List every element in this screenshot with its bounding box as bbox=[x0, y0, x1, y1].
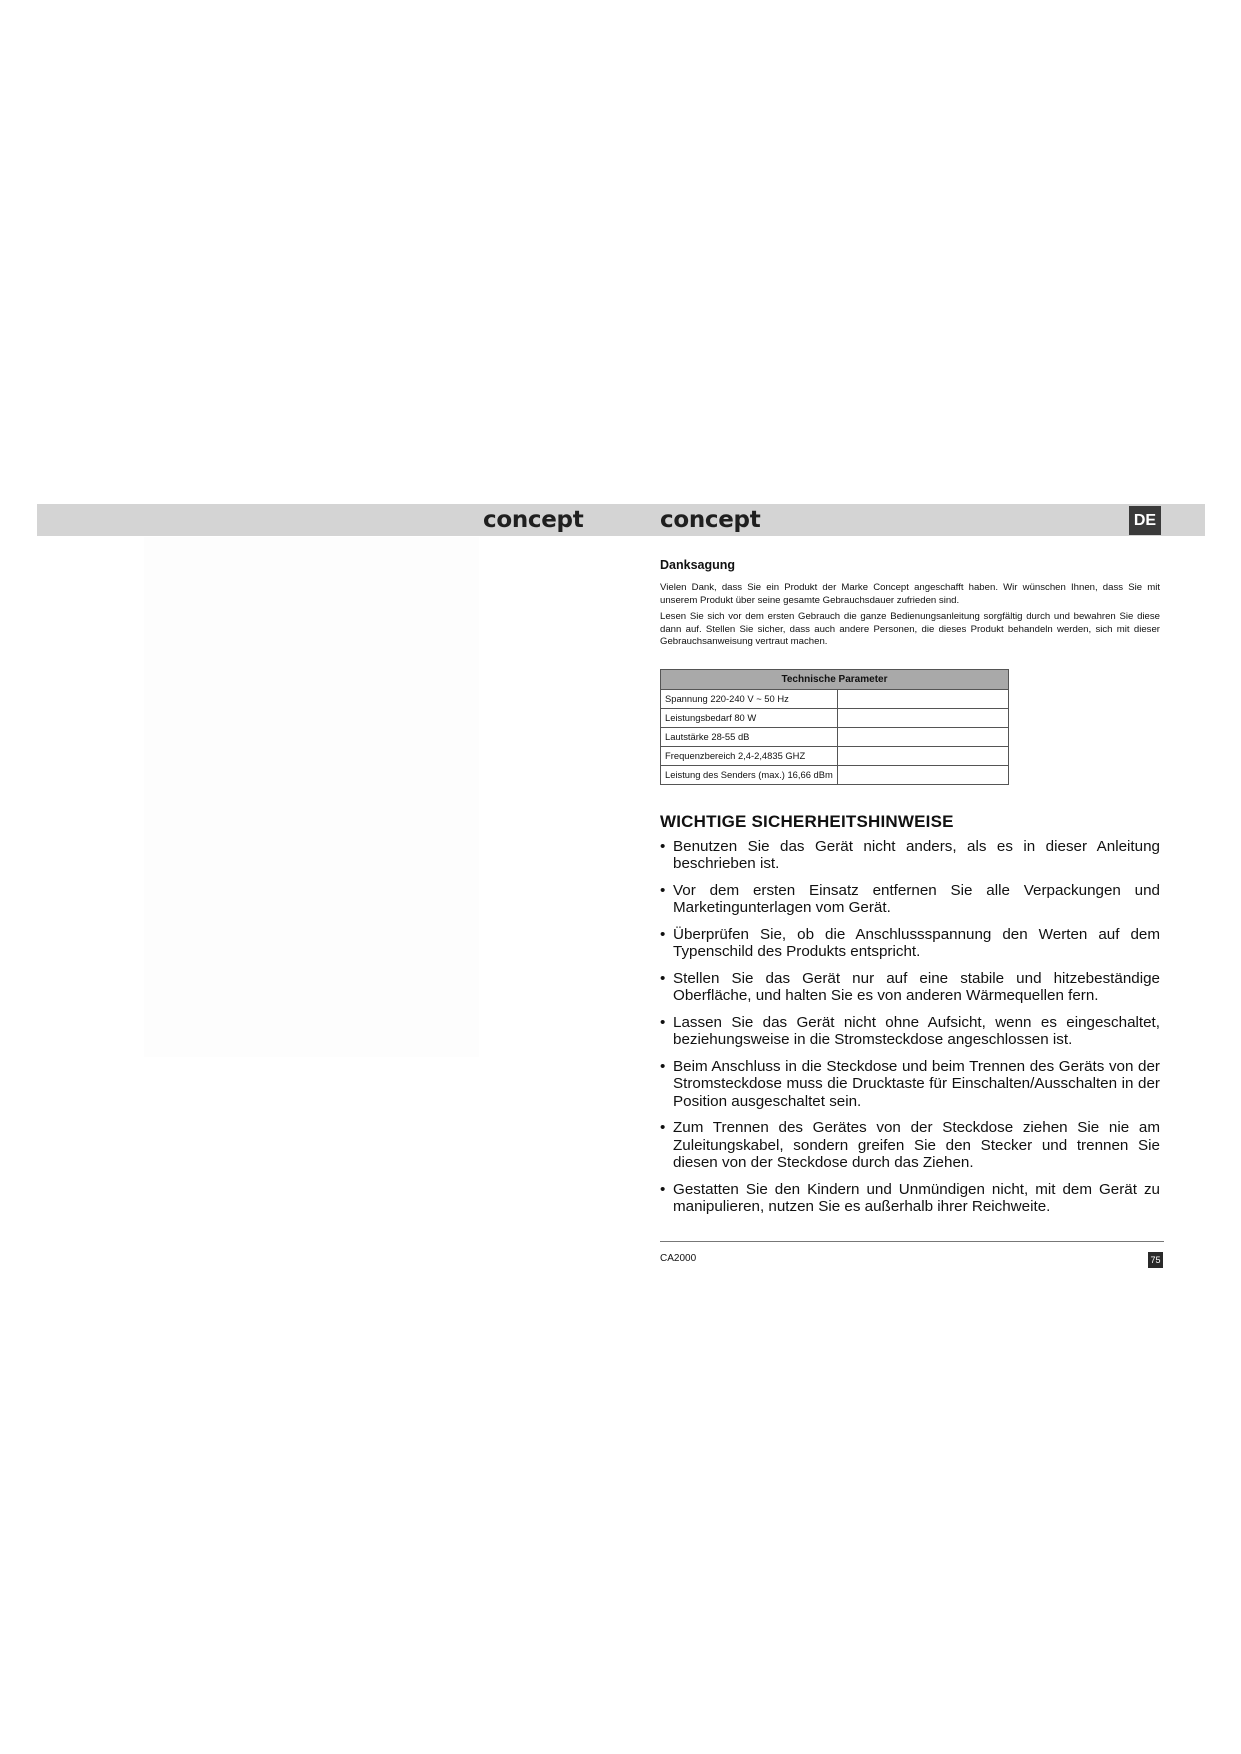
intro-section bbox=[660, 558, 1160, 649]
intro-paragraph: Vielen Dank, dass Sie ein Produkt der Marke Concept angeschafft haben. Wir wünschen Ihnen, dass Sie mit unserem Produkt über seine gesamte Gebrauchsdauer zufrieden sind. bbox=[660, 582, 1160, 606]
safety-item: • Benutzen Sie das Gerät nicht anders, als es in dieser Anleitung beschrieben ist. bbox=[660, 838, 1160, 873]
safety-item: • Stellen Sie das Gerät nur auf eine stabile und hitzebeständige Oberfläche, und halten Sie es von anderen Wärmequellen fern. bbox=[660, 970, 1160, 1005]
table-row bbox=[661, 746, 1009, 765]
table-cell bbox=[837, 746, 1008, 765]
language-badge: DE bbox=[1129, 506, 1161, 535]
table-cell: Leistungsbedarf 80 W bbox=[661, 708, 838, 727]
table-cell bbox=[837, 708, 1008, 727]
intro-paragraph: Lesen Sie sich vor dem ersten Gebrauch die ganze Bedienungsanleitung sorgfältig durch und bewahren Sie diese dann auf. Stellen Sie sicher, dass auch andere Personen, die dieses Produkt behandeln werden, sich mit dieser Gebrauchsanweisung vertraut machen. bbox=[660, 611, 1160, 647]
table-row bbox=[661, 708, 1009, 727]
table-cell: Spannung 220-240 V ~ 50 Hz bbox=[661, 689, 838, 708]
brand-logo-left: concept bbox=[483, 507, 584, 533]
left-page-blank bbox=[144, 537, 479, 1057]
intro-title: Danksagung bbox=[660, 558, 736, 572]
safety-item: • Beim Anschluss in die Steckdose und beim Trennen des Geräts von der Stromsteckdose muss die Drucktaste für Einschalten/Ausschalten in der Position ausgeschaltet sein. bbox=[660, 1058, 1160, 1111]
safety-title: WICHTIGE SICHERHEITSHINWEISE bbox=[660, 811, 954, 831]
safety-item: • Lassen Sie das Gerät nicht ohne Aufsicht, wenn es eingeschaltet, beziehungsweise in die Stromsteckdose angeschlossen ist. bbox=[660, 1014, 1160, 1049]
table-cell: Frequenzbereich 2,4-2,4835 GHZ bbox=[661, 746, 838, 765]
page-number: 75 bbox=[1148, 1252, 1163, 1268]
page-content bbox=[660, 558, 1160, 1225]
safety-item: • Überprüfen Sie, ob die Anschlussspannung den Werten auf dem Typenschild des Produkts entspricht. bbox=[660, 926, 1160, 961]
safety-item: • Gestatten Sie den Kindern und Unmündigen nicht, mit dem Gerät zu manipulieren, nutzen Sie es außerhalb ihrer Reichweite. bbox=[660, 1181, 1160, 1216]
footer-divider bbox=[660, 1241, 1164, 1242]
footer-model: CA2000 bbox=[660, 1253, 697, 1264]
safety-list bbox=[660, 838, 1160, 1216]
table-header-row bbox=[661, 669, 1009, 689]
header-band bbox=[37, 504, 1205, 536]
table-row bbox=[661, 765, 1009, 784]
safety-item: • Vor dem ersten Einsatz entfernen Sie alle Verpackungen und Marketingunterlagen vom Gerät. bbox=[660, 882, 1160, 917]
table-cell bbox=[837, 765, 1008, 784]
table-cell: Lautstärke 28-55 dB bbox=[661, 727, 838, 746]
technical-parameters-table bbox=[660, 669, 1009, 785]
safety-item: • Zum Trennen des Gerätes von der Steckdose ziehen Sie nie am Zuleitungskabel, sondern greifen Sie den Stecker und trennen Sie diesen von der Steckdose durch das Ziehen. bbox=[660, 1119, 1160, 1172]
table-cell: Leistung des Senders (max.) 16,66 dBm bbox=[661, 765, 838, 784]
table-row bbox=[661, 689, 1009, 708]
brand-logo-right: concept bbox=[660, 507, 761, 533]
table-row bbox=[661, 727, 1009, 746]
table-cell bbox=[837, 727, 1008, 746]
table-cell bbox=[837, 689, 1008, 708]
table-header: Technische Parameter bbox=[661, 669, 1009, 689]
